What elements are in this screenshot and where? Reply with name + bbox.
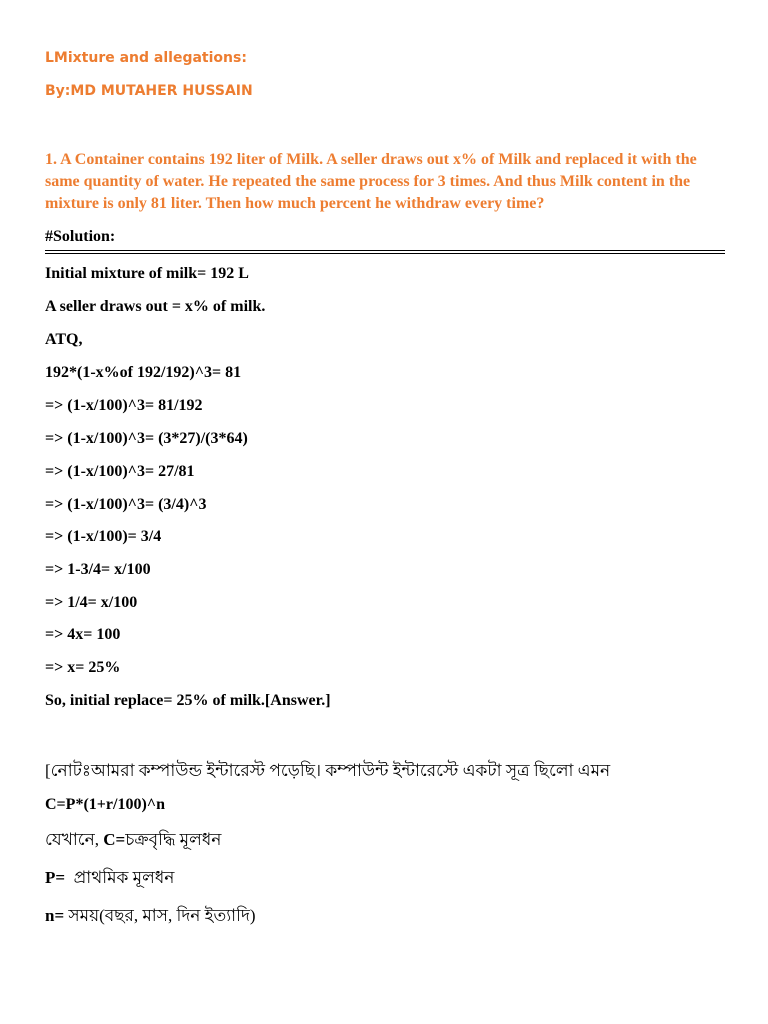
solution-step: => (1-x/100)^3= 27/81	[45, 463, 195, 480]
definition-n-label: n=	[45, 906, 65, 925]
document-title: LMixture and allegations:	[45, 50, 247, 66]
solution-step: ATQ,	[45, 331, 83, 348]
solution-step: => (1-x/100)= 3/4	[45, 528, 162, 545]
solution-label: #Solution:	[45, 228, 116, 245]
divider-line-bottom	[45, 253, 725, 254]
solution-step: => (1-x/100)^3= 81/192	[45, 397, 203, 414]
definition-c-desc: চক্রবৃদ্ধি মূলধন	[125, 830, 222, 849]
formula-line: C=P*(1+r/100)^n	[45, 796, 165, 813]
definition-c-prefix: যেখানে,	[45, 830, 104, 849]
solution-step: => x= 25%	[45, 659, 121, 676]
author-line: By:MD MUTAHER HUSSAIN	[45, 83, 253, 99]
definition-p-label: P=	[45, 868, 66, 887]
solution-step: => 1/4= x/100	[45, 594, 138, 611]
divider-line-top	[45, 250, 725, 251]
definition-p-desc: প্রাথমিক মূলধন	[65, 868, 175, 887]
solution-step: A seller draws out = x% of milk.	[45, 298, 266, 315]
question-text: 1. A Container contains 192 liter of Milk. A seller draws out x% of Milk and replaced it with the same quantity of water. He repeated the same process for 3 times. And thus Milk content in the mixture is only 81 liter. Then how much percent he withdraw every time?	[45, 151, 697, 212]
definition-c-label: C=	[103, 830, 126, 849]
solution-step: => (1-x/100)^3= (3*27)/(3*64)	[45, 430, 248, 447]
solution-step: 192*(1-x%of 192/192)^3= 81	[45, 364, 242, 381]
note-intro: [নোটঃআমরা কম্পাউন্ড ইন্টারেস্ট পড়েছি। কম্পাউন্ট ইন্টারেস্টে একটা সূত্র ছিলো এমন	[45, 761, 611, 780]
definition-p	[45, 865, 174, 893]
answer-line: So, initial replace= 25% of milk.[Answer.]	[45, 692, 331, 709]
solution-step: Initial mixture of milk= 192 L	[45, 265, 249, 282]
solution-step: => (1-x/100)^3= (3/4)^3	[45, 496, 207, 513]
definition-c	[45, 827, 221, 855]
solution-step: => 4x= 100	[45, 626, 121, 643]
solution-step: => 1-3/4= x/100	[45, 561, 151, 578]
definition-n-desc: সময়(বছর, মাস, দিন ইত্যাদি)	[64, 906, 256, 925]
definition-n	[45, 903, 256, 931]
